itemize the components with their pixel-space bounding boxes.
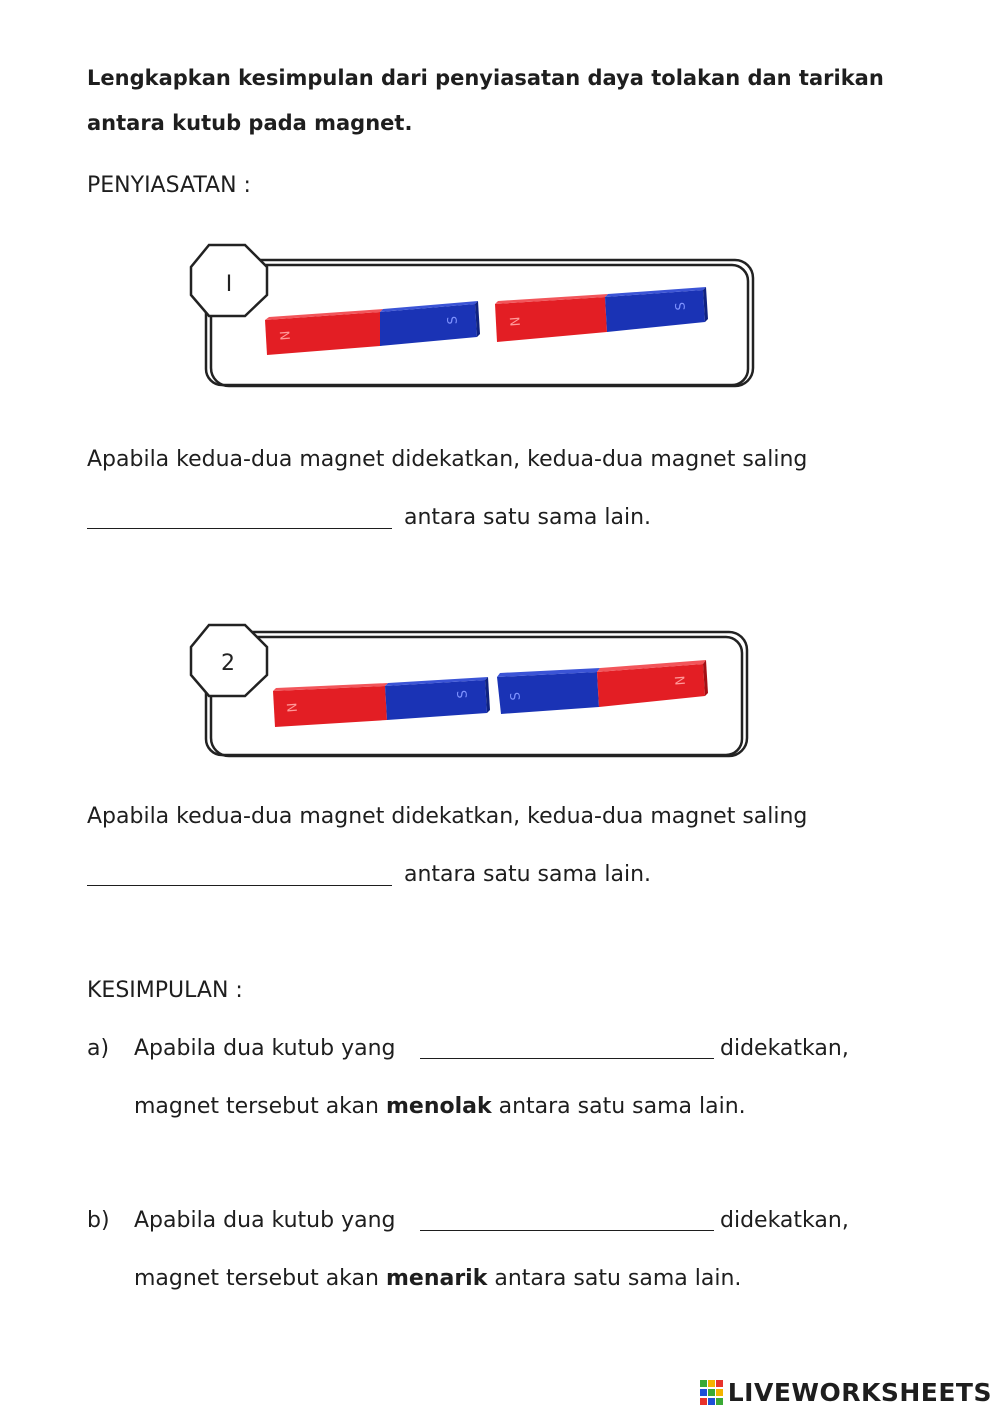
figure-2-label: 2: [221, 651, 235, 676]
conclusion-b-line-2: [134, 1264, 741, 1294]
conclusion-a-line-2-after: antara satu sama lain.: [498, 1094, 746, 1119]
figure-2-magnet-right: [497, 660, 708, 714]
conclusion-b-keyword: menarik: [385, 1266, 488, 1291]
figure-1-magnet-right: [495, 287, 708, 342]
liveworksheets-logo-text: LIVEWORKSHEETS: [727, 1378, 992, 1407]
figure-2: [185, 620, 765, 765]
conclusion-a-marker: a): [87, 1036, 110, 1061]
conclusion-a-line-2-before: magnet tersebut akan: [134, 1094, 379, 1119]
figure-1: [185, 240, 765, 395]
statement-2-answer-blank[interactable]: [87, 885, 392, 886]
conclusion-b-marker: b): [87, 1208, 110, 1233]
figure-2-left-pole-1: N: [285, 701, 301, 713]
statement-2-line-1: Apabila kedua-dua magnet didekatkan, kedua-dua magnet saling: [87, 804, 808, 829]
liveworksheets-logo[interactable]: [700, 1378, 992, 1407]
figure-2-magnet-left: [273, 677, 490, 727]
figure-1-magnet-left: [265, 301, 480, 355]
conclusion-a-suffix: didekatkan,: [720, 1036, 849, 1061]
conclusion-b-line-2-after: antara satu sama lain.: [494, 1266, 742, 1291]
figure-2-right-pole-2: N: [673, 674, 689, 686]
figure-1-label-octagon: [191, 245, 267, 316]
figure-2-left-pole-2: S: [455, 689, 471, 699]
liveworksheets-logo-icon: [700, 1380, 724, 1406]
conclusion-a-keyword: menolak: [385, 1094, 492, 1119]
conclusion-b-prefix: Apabila dua kutub yang: [134, 1208, 396, 1233]
figure-1-right-pole-2: S: [673, 301, 689, 311]
statement-2-line-2: antara satu sama lain.: [404, 862, 652, 887]
figure-1-left-pole-1: N: [278, 329, 294, 341]
conclusion-b-answer-blank[interactable]: [420, 1230, 714, 1231]
conclusion-a-line-2: [134, 1092, 746, 1122]
figure-1-left-pole-2: S: [445, 315, 461, 325]
instruction-line-2: antara kutub pada magnet.: [87, 111, 413, 135]
statement-1-answer-blank[interactable]: [87, 528, 392, 529]
conclusion-a-prefix: Apabila dua kutub yang: [134, 1036, 396, 1061]
conclusion-b-line-2-before: magnet tersebut akan: [134, 1266, 379, 1291]
figure-2-label-octagon: [191, 625, 267, 696]
instruction-line-1: Lengkapkan kesimpulan dari penyiasatan daya tolakan dan tarikan: [87, 66, 884, 90]
statement-1-line-1: Apabila kedua-dua magnet didekatkan, kedua-dua magnet saling: [87, 447, 808, 472]
figure-1-label: I: [225, 272, 233, 297]
conclusion-a-answer-blank[interactable]: [420, 1058, 714, 1059]
figure-1-right-pole-1: N: [508, 315, 524, 327]
statement-1-line-2: antara satu sama lain.: [404, 505, 652, 530]
section-conclusion-title: KESIMPULAN :: [87, 978, 243, 1003]
figure-2-right-pole-1: S: [508, 691, 524, 701]
conclusion-b-suffix: didekatkan,: [720, 1208, 849, 1233]
section-investigation-title: PENYIASATAN :: [87, 173, 251, 198]
